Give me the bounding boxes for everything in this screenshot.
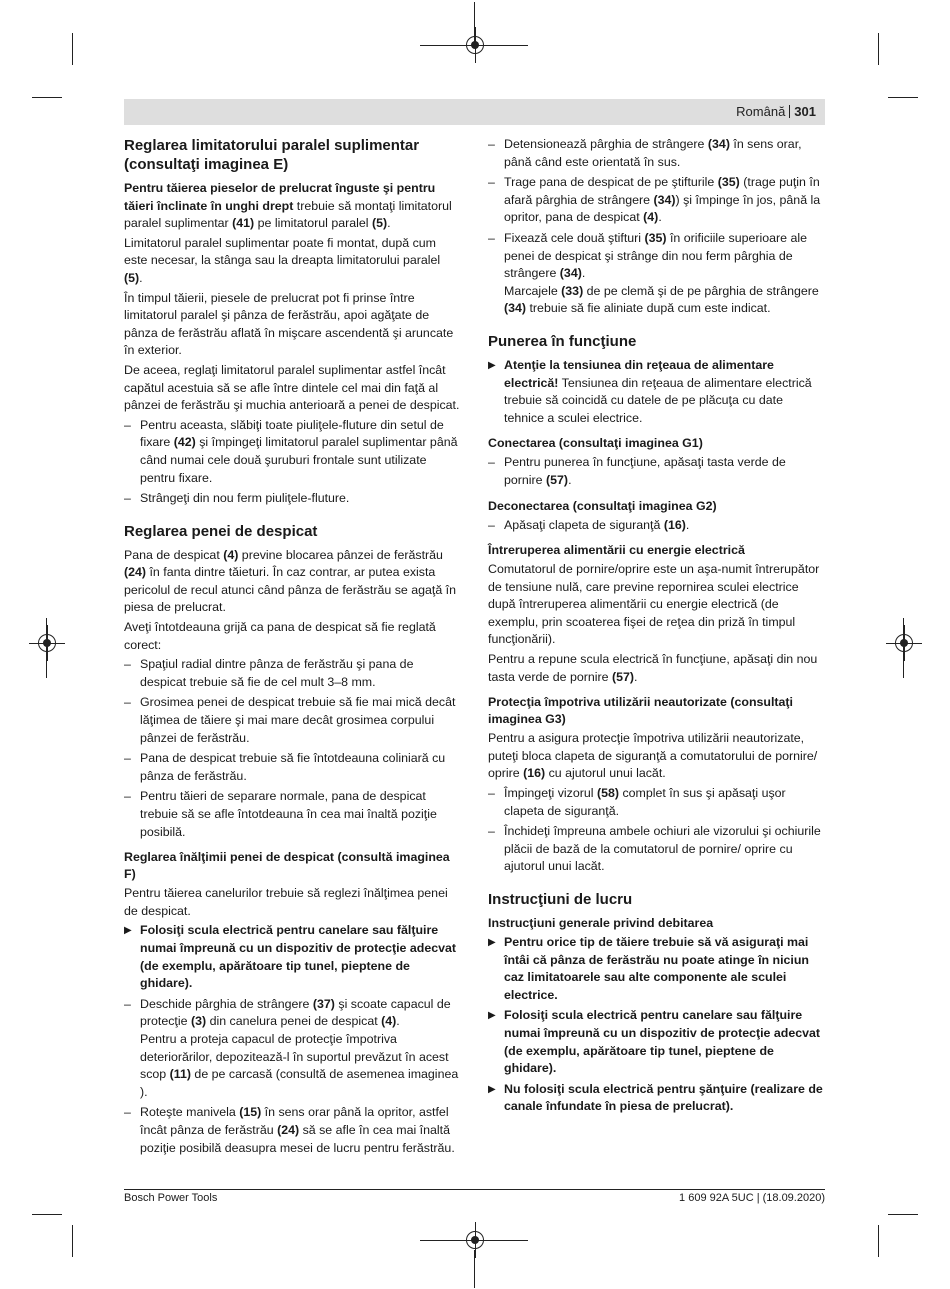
list-item: – Pentru punerea în funcţiune, apăsaţi tasta verde de pornire (57). xyxy=(488,454,826,489)
crop-mark xyxy=(888,97,918,98)
right-column xyxy=(488,136,826,1119)
paragraph: Limitatorul paralel suplimentar poate fi montat, după cum este necesar, la stânga sau la dreapta limitatorului paralel (5). xyxy=(124,235,441,285)
header-language: Română xyxy=(736,104,786,119)
subsection-title: Conectarea (consultaţi imaginea G1) xyxy=(488,436,703,451)
list-item: – Roteşte manivela (15) în sens orar până la opritor, astfel încât pânza de ferăstrău (24) să se afle în cea mai înaltă poziţie posibilă deasupra mesei de lucru pentru ferăstrău. xyxy=(124,1104,462,1157)
footer-brand: Bosch Power Tools xyxy=(124,1192,218,1204)
list-item: – Pentru aceasta, slăbiţi toate piuliţele-fluture din setul de fixare (42) şi împingeţi limitatorul paralel suplimentar până când numai cele două şuruburi frontale sunt utilizate pentru fixare. xyxy=(124,417,462,487)
crop-mark xyxy=(888,1214,918,1215)
section-title: Reglarea penei de despicat xyxy=(124,522,318,540)
header-text xyxy=(736,104,816,119)
subsection-title: Reglarea înălţimii penei de despicat (consultă imaginea F) xyxy=(124,850,450,882)
list-item: – Strângeţi din nou ferm piuliţele-fluture. xyxy=(124,490,462,508)
footer-divider xyxy=(124,1189,825,1190)
warning-item: ▶ Atenţie la tensiunea din reţeaua de alimentare electrică! Tensiunea din reţeaua de alimentare electrică trebuie să coincidă cu datele de pe plăcuţa cu date tehnice a sculei electrice. xyxy=(488,357,826,427)
paragraph: Pentru tăierea pieselor de prelucrat înguste şi pentru tăieri înclinate în unghi drept trebuie să montaţi limitatorul paralel suplimentar (41) pe limitatorul paralel (5). xyxy=(124,181,452,231)
registration-mark-bottom xyxy=(466,1231,484,1249)
footer-doc-number: 1 609 92A 5UC | (18.09.2020) xyxy=(679,1192,825,1204)
crop-mark xyxy=(72,1225,73,1257)
registration-mark-top xyxy=(466,36,484,54)
warning-item: ▶ Pentru orice tip de tăiere trebuie să vă asiguraţi mai întâi că pânza de ferăstrău nu poate atinge în niciun caz limitatoarele sau alte componente ale sculei electrice. xyxy=(488,934,826,1004)
subsection-title: Protecţia împotriva utilizării neautorizate (consultaţi imaginea G3) xyxy=(488,695,794,727)
crop-mark xyxy=(72,33,73,65)
list-item: – Spaţiul radial dintre pânza de ferăstrău şi pana de despicat trebuie să fie de cel mult 3–8 mm. xyxy=(124,656,462,691)
paragraph: Pentru a asigura protecţie împotriva utilizării neautorizate, puteţi bloca clapeta de siguranţă a comutatorului de pornire/ oprire (16) cu ajutorul unui lacăt. xyxy=(488,731,818,781)
section-title: Reglarea limitatorului paralel suplimentar (consultaţi imaginea E) xyxy=(124,137,420,173)
paragraph: Pentru a repune scula electrică în funcţiune, apăsaţi din nou tasta verde de pornire (57). xyxy=(488,652,818,684)
registration-mark-right xyxy=(895,634,913,652)
list-item: – Trage pana de despicat de pe ştifturile (35) (trage puţin în afară pârghia de strângere (34)) şi împinge în jos, până la opritor, pana de despicat (4). xyxy=(488,174,826,227)
list-item: – Apăsaţi clapeta de siguranţă (16). xyxy=(488,517,826,535)
section-title: Punerea în funcţiune xyxy=(488,332,637,350)
list-item: – Închideţi împreuna ambele ochiuri ale vizorului şi ochiurile plăcii de bază de la comutatorul de pornire/ oprire cu ajutorul unui lacăt. xyxy=(488,823,826,876)
list-item: – Pana de despicat trebuie să fie întotdeauna coliniară cu pânza de ferăstrău. xyxy=(124,750,462,785)
list-item: – Fixează cele două ştifturi (35) în orificiile superioare ale penei de despicat şi strânge din nou ferm pârghia de strângere (34). Marcajele (33) de pe clemă şi de pe pârghia de strângere (34) trebuie să fie aliniate după cum este indicat. xyxy=(488,230,826,318)
paragraph: De aceea, reglaţi limitatorul paralel suplimentar astfel încât capătul acestuia să se afle între dintele cel mai din faţă al pânzei de ferăstrău şi muchia anterioară a penei de despicat. xyxy=(124,362,460,413)
paragraph: Pana de despicat (4) previne blocarea pânzei de ferăstrău (24) în fanta dintre tăieturi. În caz contrar, ar putea exista pericolul de recul atunci când pânza de ferăstrău se agaţă în piesa de prelucrat. xyxy=(124,547,457,615)
crop-mark xyxy=(878,1225,879,1257)
list-item: – Deschide pârghia de strângere (37) şi scoate capacul de protecţie (3) din canelura penei de despicat (4). Pentru a proteja capacul de protecţie împotriva deteriorărilor, depozitează-l în suportul prevăzut în acest scop (11) de pe carcasă (consultă de asemenea imaginea ). xyxy=(124,996,462,1102)
crop-mark xyxy=(32,97,62,98)
subsection-title: Deconectarea (consultaţi imaginea G2) xyxy=(488,498,717,513)
paragraph: În timpul tăierii, piesele de prelucrat pot fi prinse între limitatorul paralel şi pânza de ferăstrău, apoi agăţate de pânza de ferăstrău aflată în mişcare ascendentă şi aruncate în exterior. xyxy=(124,290,454,358)
list-item: – Pentru tăieri de separare normale, pana de despicat trebuie să se afle întotdeauna în cea mai înaltă poziţie posibilă. xyxy=(124,788,462,841)
warning-item: ▶ Folosiţi scula electrică pentru canelare sau fălţuire numai împreună cu un dispozitiv de protecţie adecvat (de exemplu, apărătoare tip tunel, pieptene de ghidare). xyxy=(488,1007,826,1077)
subsection-title: Întreruperea alimentării cu energie electrică xyxy=(488,543,745,558)
list-item: – Împingeţi vizorul (58) complet în sus şi apăsaţi uşor clapeta de siguranţă. xyxy=(488,785,826,820)
crop-mark xyxy=(878,33,879,65)
list-item: – Grosimea penei de despicat trebuie să fie mai mică decât lăţimea de tăiere şi mai mare decât grosimea corpului pânzei de ferăstrău. xyxy=(124,694,462,747)
page-header xyxy=(124,99,825,125)
section-title: Instrucţiuni de lucru xyxy=(488,891,633,908)
paragraph: Pentru tăierea canelurilor trebuie să reglezi înălţimea penei de despicat. xyxy=(124,886,448,918)
page-number: 301 xyxy=(794,104,816,119)
left-column xyxy=(124,136,462,1160)
warning-item: ▶ Nu folosiţi scula electrică pentru şănţuire (realizare de canale înfundate în piesa de prelucrat). xyxy=(488,1081,826,1116)
paragraph: Comutatorul de pornire/oprire este un aşa-numit întrerupător de tensiune nulă, care previne repornirea sculei electrice după întreruperea alimentării cu energie electrică (de exemplu, prin scoaterea fişei de reţea din priză în timpul funcţionării). xyxy=(488,562,820,647)
crop-mark xyxy=(32,1214,62,1215)
warning-item: ▶ Folosiţi scula electrică pentru canelare sau fălţuire numai împreună cu un dispozitiv de protecţie adecvat (de exemplu, apărătoare tip tunel, pieptene de ghidare). xyxy=(124,922,462,992)
paragraph: Aveţi întotdeauna grijă ca pana de despicat să fie reglată corect: xyxy=(124,620,436,652)
subsection-title: Instrucţiuni generale privind debitarea xyxy=(488,916,714,930)
registration-mark-left xyxy=(38,634,56,652)
list-item: – Detensionează pârghia de strângere (34) în sens orar, până când este orientată în sus. xyxy=(488,136,826,171)
